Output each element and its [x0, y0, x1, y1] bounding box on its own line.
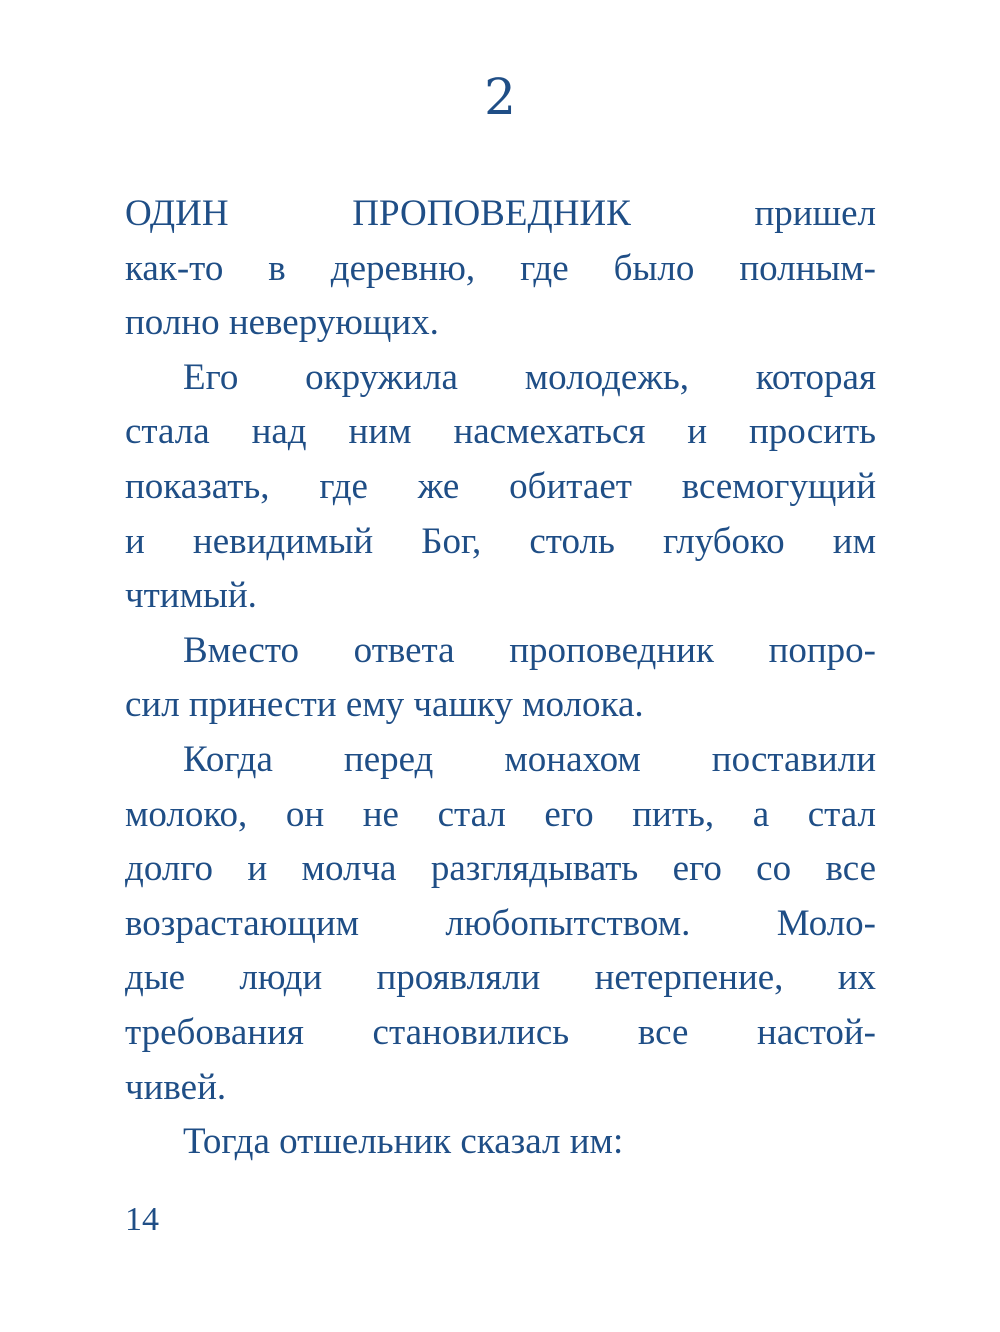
text-line: чтимый.	[125, 575, 257, 617]
text-line: ОДИН ПРОПОВЕДНИК пришел	[125, 193, 876, 234]
chapter-number: 2	[484, 68, 516, 126]
text-line: возрастающим любопытством. Моло-	[125, 902, 876, 944]
text-line: показать, где же обитает всемогущий	[125, 465, 876, 507]
text-line: молоко, он не стал его пить, а стал	[125, 793, 876, 835]
text-line: Вместо ответа проповедник попро-	[183, 629, 876, 671]
text-line: сил принести ему чашку молока.	[125, 684, 644, 726]
text-line: стала над ним насмехаться и просить	[125, 411, 876, 453]
text-line: Его окружила молодежь, которая	[183, 356, 876, 398]
text-line: как-то в деревню, где было полным-	[125, 247, 876, 289]
text-line: Когда перед монахом поставили	[183, 738, 876, 780]
page-number: 14	[125, 1201, 159, 1238]
text-line: чивей.	[125, 1066, 227, 1108]
body-text	[125, 187, 876, 1170]
text-line: полно неверующих.	[125, 302, 439, 344]
text-line: требования становились все настой-	[125, 1011, 876, 1053]
text-line: дые люди проявляли нетерпение, их	[125, 957, 876, 999]
text-line: и невидимый Бог, столь глубоко им	[125, 520, 876, 562]
text-line: долго и молча разглядывать его со все	[125, 848, 876, 890]
text-line: Тогда отшельник сказал им:	[183, 1121, 624, 1163]
